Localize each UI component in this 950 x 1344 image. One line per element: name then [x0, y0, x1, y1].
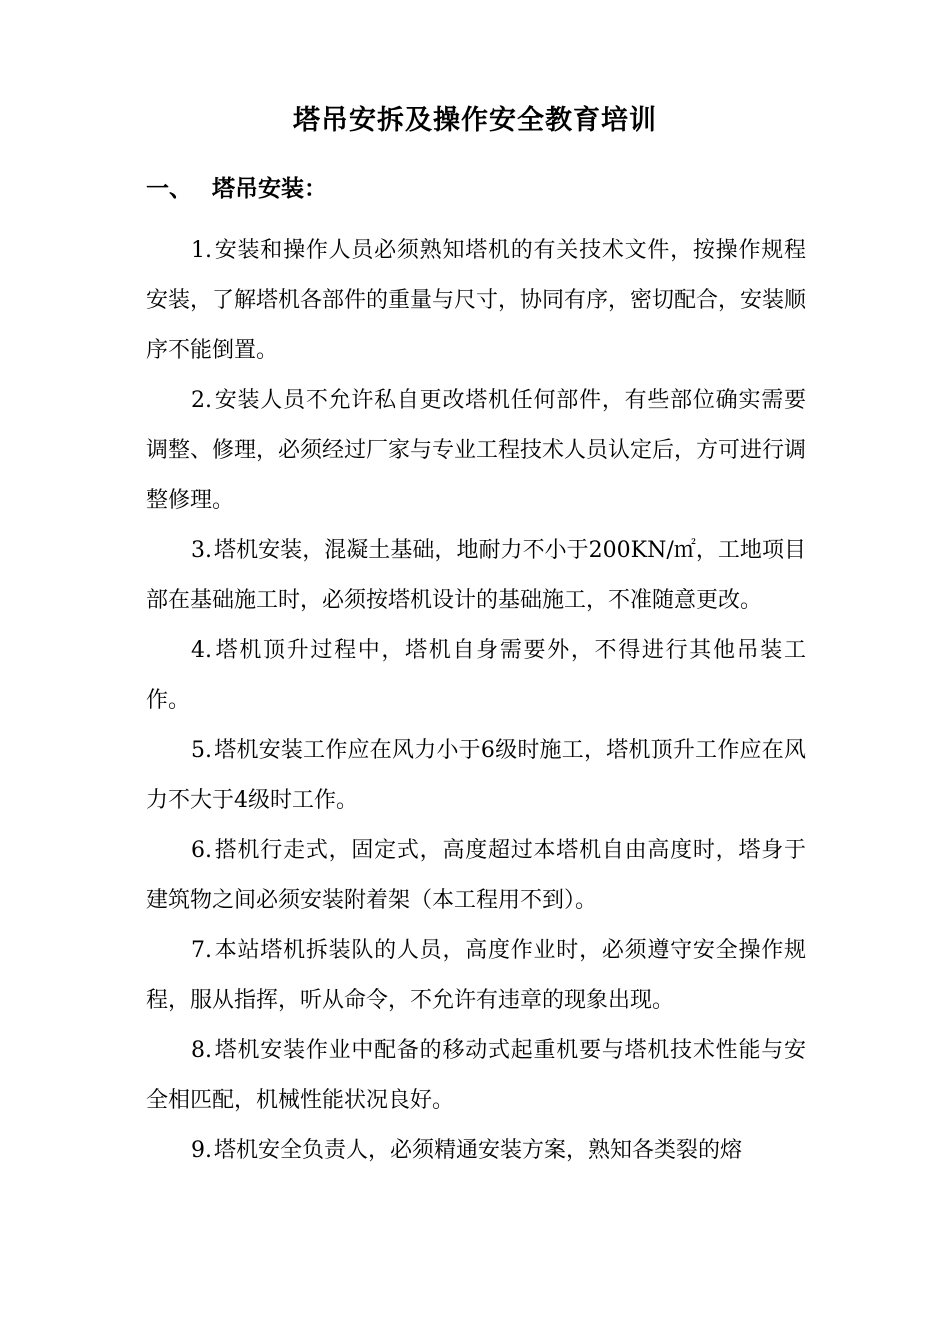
document-title: 塔吊安拆及操作安全教育培训 — [293, 105, 657, 136]
paragraph-7 — [146, 926, 806, 1026]
paragraph-number: 8. — [191, 1038, 212, 1063]
paragraph-text: 搭机行走式，固定式，高度超过本塔机自由高度时，塔身于建筑物之间必须安装附着架（本工程用不到）。 — [146, 838, 806, 913]
paragraph-number: 4. — [191, 638, 212, 663]
paragraph-text: 塔机安装，混凝土基础，地耐力不小于200KN/㎡，工地项目部在基础施工时，必须按塔机设计的基础施工，不准随意更改。 — [146, 538, 806, 613]
paragraph-text: 塔机安装作业中配备的移动式起重机要与塔机技术性能与安全相匹配，机械性能状况良好。 — [146, 1038, 806, 1113]
document-body — [146, 226, 806, 1176]
paragraph-number: 3. — [191, 538, 212, 563]
section-heading — [146, 170, 327, 203]
paragraph-9 — [146, 1126, 806, 1176]
paragraph-text: 安装人员不允许私自更改塔机任何部件，有些部位确实需要调整、修理，必须经过厂家与专业工程技术人员认定后，方可进行调整修理。 — [146, 388, 807, 513]
paragraph-5 — [146, 726, 806, 826]
paragraph-text: 塔机安全负责人，必须精通安装方案，熟知各类裂的熔 — [214, 1138, 743, 1163]
paragraph-number: 6. — [191, 838, 212, 863]
paragraph-number: 9. — [191, 1138, 212, 1163]
paragraph-number: 5. — [191, 738, 212, 763]
paragraph-4 — [146, 626, 806, 726]
paragraph-text: 安装和操作人员必须熟知塔机的有关技术文件，按操作规程安装，了解塔机各部件的重量与尺寸，协同有序，密切配合，安装顺序不能倒置。 — [146, 238, 807, 363]
section-heading-text: 塔吊安装： — [212, 175, 327, 202]
paragraph-text: 塔机顶升过程中，塔机自身需要外，不得进行其他吊装工作。 — [146, 638, 806, 713]
paragraph-number: 2. — [191, 388, 212, 413]
paragraph-8 — [146, 1026, 806, 1126]
paragraph-3 — [146, 526, 806, 626]
paragraph-2 — [146, 376, 806, 526]
section-number: 一、 — [146, 175, 192, 202]
paragraph-number: 1. — [191, 238, 212, 263]
paragraph-6 — [146, 826, 806, 926]
paragraph-1 — [146, 226, 806, 376]
paragraph-number: 7. — [191, 938, 212, 963]
paragraph-text: 塔机安装工作应在风力小于6级时施工，塔机顶升工作应在风力不大于4级时工作。 — [146, 738, 806, 813]
paragraph-text: 本站塔机拆装队的人员，高度作业时，必须遵守安全操作规程，服从指挥，听从命令，不允许有违章的现象出现。 — [146, 938, 806, 1013]
